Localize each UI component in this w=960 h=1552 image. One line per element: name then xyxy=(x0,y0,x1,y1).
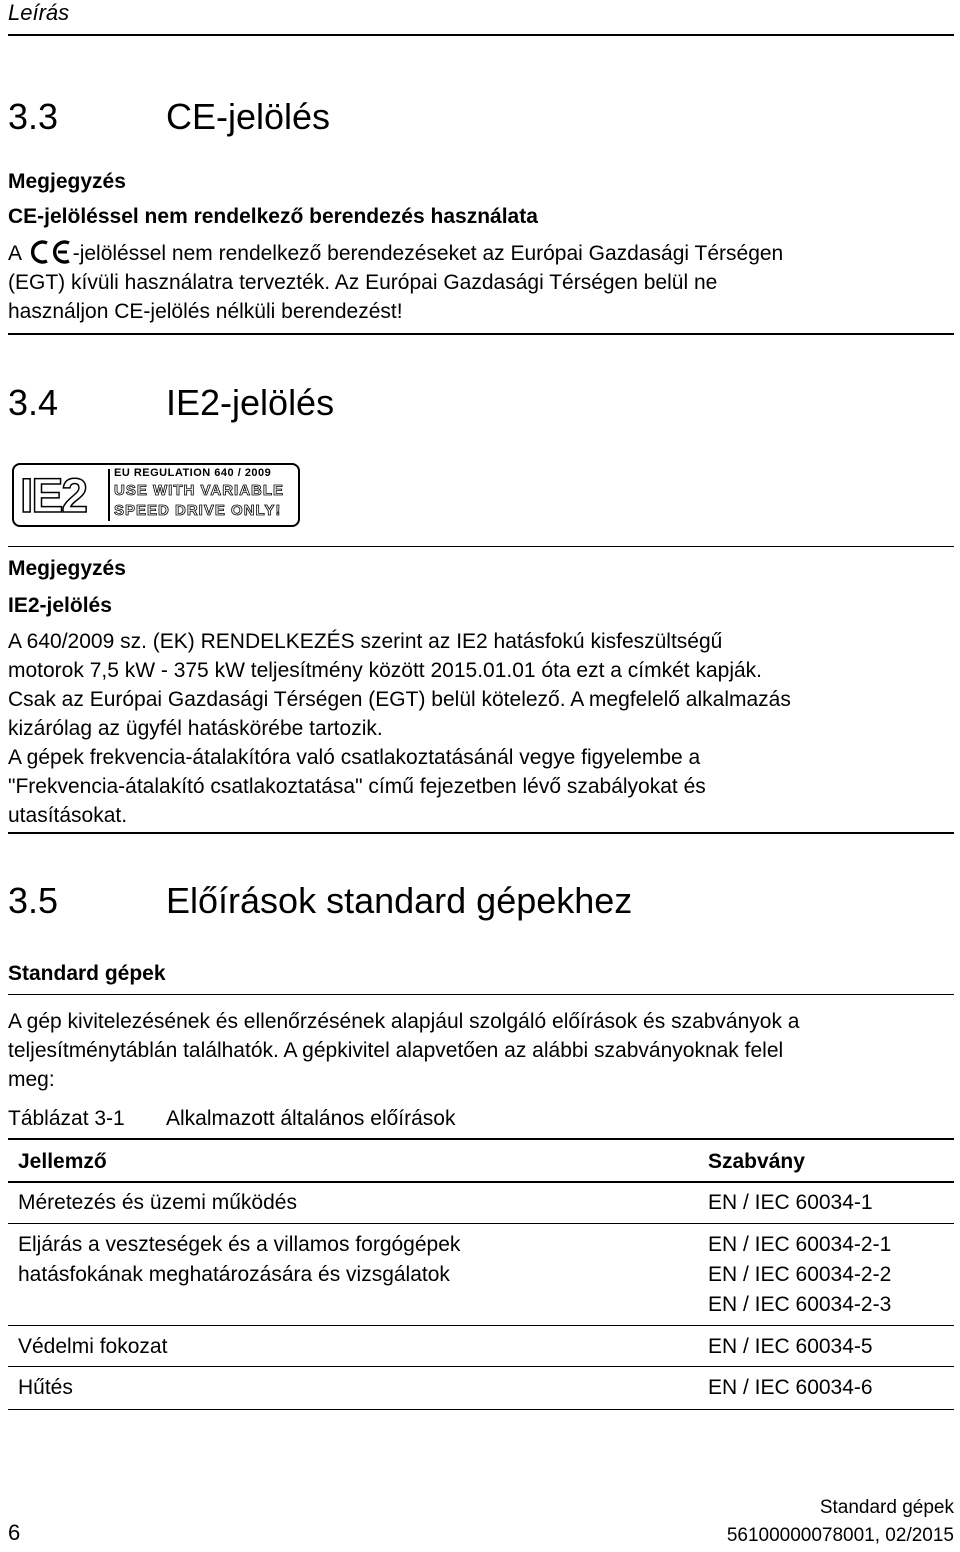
ie2-note-line: "Frekvencia-átalakító csatlakoztatása" című fejezetben lévő szabályokat és xyxy=(8,775,706,798)
ie2-label-line-1: EU REGULATION 640 / 2009 xyxy=(114,467,272,479)
note-label-ce: Megjegyzés xyxy=(8,170,126,193)
note-label-ie2: Megjegyzés xyxy=(8,557,126,580)
section-3-5-number: 3.5 xyxy=(8,880,59,921)
subheading-rule xyxy=(8,994,954,995)
standards-paragraph-line: meg: xyxy=(8,1068,55,1091)
standards-paragraph-line: A gép kivitelezésének és ellenőrzésének alapjául szolgáló előírások és szabványok a xyxy=(8,1010,800,1033)
table-header-rule xyxy=(8,1181,954,1183)
table-row-4-feature: Hűtés xyxy=(18,1376,73,1399)
running-head: Leírás xyxy=(8,0,70,25)
page-number: 6 xyxy=(8,1520,21,1545)
table-row-2-standard: EN / IEC 60034-2-1 xyxy=(708,1233,892,1256)
standards-paragraph-line: teljesítménytáblán találhatók. A gépkivitel alapvetően az alábbi szabványoknak felel xyxy=(8,1039,784,1062)
table-row-rule xyxy=(8,1325,954,1326)
section-divider-1 xyxy=(8,333,954,335)
section-3-3-title: CE-jelölés xyxy=(166,96,331,137)
table-row-2-feature xyxy=(18,1230,460,1290)
table-bottom-rule xyxy=(8,1409,954,1410)
section-3-5-title: Előírások standard gépekhez xyxy=(166,880,633,921)
table-row-3-feature: Védelmi fokozat xyxy=(18,1335,168,1358)
table-row-2-standard: EN / IEC 60034-2-3 xyxy=(708,1293,892,1316)
ie2-note-line: motorok 7,5 kW - 375 kW teljesítmény között 2015.01.01 óta ezt a címkét kapják. xyxy=(8,659,763,682)
ie2-note-line: Csak az Európai Gazdasági Térségen (EGT) belül kötelező. A megfelelő alkalmazás xyxy=(8,688,791,711)
ce-note-line-3: használjon CE-jelölés nélküli berendezést! xyxy=(8,300,403,323)
table-row-2-feature-line: hatásfokának meghatározására és vizsgálatok xyxy=(18,1263,450,1286)
table-row-1-feature: Méretezés és üzemi működés xyxy=(18,1191,297,1214)
ie2-note-line: A gépek frekvencia-átalakítóra való csatlakoztatásánál vegye figyelembe a xyxy=(8,746,701,769)
section-3-3-number: 3.3 xyxy=(8,96,59,137)
table-row-3-standard: EN / IEC 60034-5 xyxy=(708,1335,873,1358)
section-3-4-number: 3.4 xyxy=(8,382,59,423)
table-caption xyxy=(8,1107,456,1131)
ce-note-line-1 xyxy=(8,239,948,268)
table-row-4-standard: EN / IEC 60034-6 xyxy=(708,1376,873,1399)
table-row-rule xyxy=(8,1366,954,1367)
section-3-4-title: IE2-jelölés xyxy=(166,382,335,423)
ce-note-line-2: (EGT) kívüli használatra tervezték. Az Európai Gazdasági Térségen belül ne xyxy=(8,271,718,294)
footer-doc-id: 56100000078001, 02/2015 xyxy=(726,1525,954,1546)
table-row-rule xyxy=(8,1223,954,1224)
table-caption-title: Alkalmazott általános előírások xyxy=(166,1107,456,1130)
ie2-label-image xyxy=(12,463,300,527)
footer-section-name: Standard gépek xyxy=(819,1497,954,1518)
header-rule xyxy=(8,34,954,36)
ie2-label-divider xyxy=(108,469,110,521)
subheading-standard-machines: Standard gépek xyxy=(8,962,166,985)
footer-info xyxy=(727,1494,954,1550)
ce-note-prefix: A xyxy=(8,242,21,265)
section-divider-2 xyxy=(8,832,954,834)
table-header-feature: Jellemző xyxy=(18,1150,107,1173)
ce-mark-icon xyxy=(27,240,73,264)
ie2-note-line: A 640/2009 sz. (EK) RENDELKEZÉS szerint az IE2 hatásfokú kisfeszültségű xyxy=(8,630,723,653)
note-title-ie2: IE2-jelölés xyxy=(8,594,112,617)
ce-note-text xyxy=(8,239,948,326)
table-top-rule xyxy=(8,1138,954,1140)
ie2-note-line: kizárólag az ügyfél hatáskörébe tartozik. xyxy=(8,717,383,740)
ie2-label-big-text: IE2 xyxy=(20,470,87,523)
note-title-ce: CE-jelöléssel nem rendelkező berendezés használata xyxy=(8,205,538,228)
table-row-2-standard: EN / IEC 60034-2-2 xyxy=(708,1263,892,1286)
ie2-note-text xyxy=(8,627,948,830)
ie2-label-line-2: USE WITH VARIABLE xyxy=(114,482,285,499)
table-row-2-feature-line: Eljárás a veszteségek és a villamos forgógépek xyxy=(18,1233,461,1256)
table-header-standard: Szabvány xyxy=(708,1150,805,1173)
standards-paragraph xyxy=(8,1007,948,1094)
table-row-1-standard: EN / IEC 60034-1 xyxy=(708,1191,873,1214)
table-row-2-standards xyxy=(708,1230,891,1320)
ie2-note-line: utasításokat. xyxy=(8,804,128,827)
ce-note-line-1-rest: -jelöléssel nem rendelkező berendezéseket az Európai Gazdasági Térségen xyxy=(72,242,784,265)
table-caption-number: Táblázat 3-1 xyxy=(8,1107,125,1130)
ie2-label-line-3: SPEED DRIVE ONLY! xyxy=(114,502,282,519)
note-rule-ie2 xyxy=(8,546,954,547)
